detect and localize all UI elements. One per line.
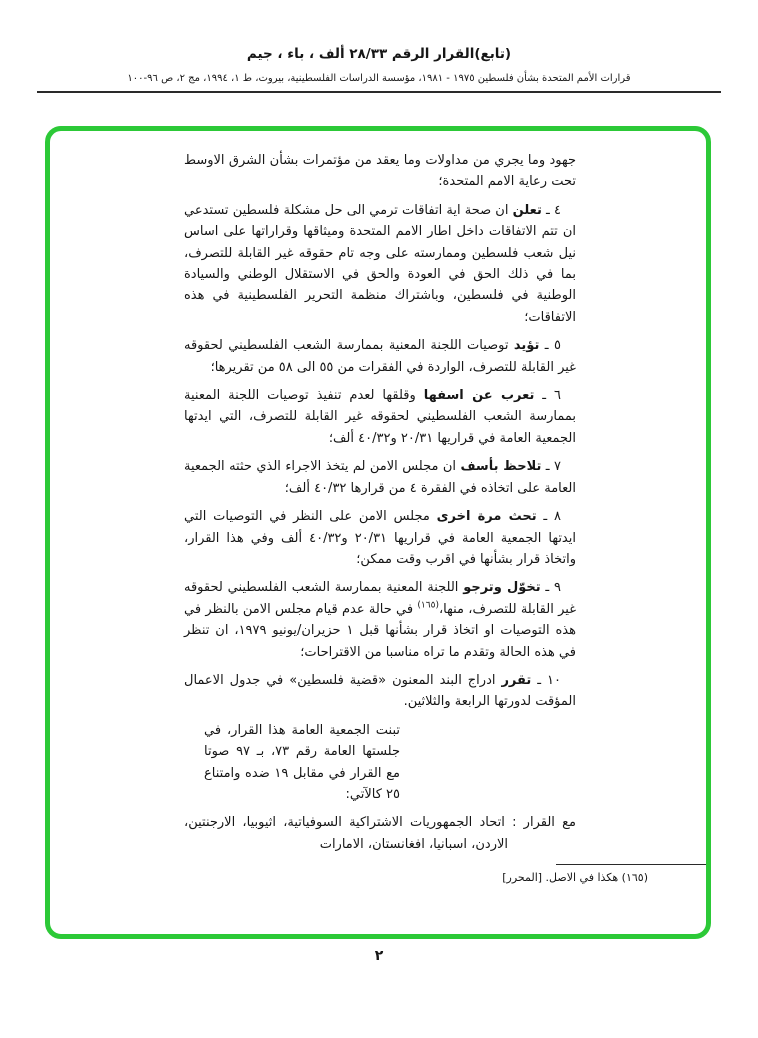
vote-record [184,812,576,855]
page-header [0,46,758,93]
footnote [480,864,706,884]
adoption-note [204,720,400,806]
clause-text: في حالة عدم قيام مجلس الامن بالنظر في هذه التوصيات او اتخاذ قرار بشأنها قبل ١ حزيران/يونيو ١٩٧٩، ان تنظر في هذه الحالة وتقدم ما تراه مناسبا من الاقتراحات؛ [184,601,576,660]
clause-number: ٩ ـ [545,580,561,596]
clause-lead: تحث مرة اخرى [436,509,537,525]
resolution-clause-10 [184,670,576,713]
resolution-clause-4 [184,200,576,328]
resolution-clause-6 [184,385,576,449]
continued-paragraph-text: جهود وما يجري من مداولات وما يعقد من مؤتمرات بشأن الشرق الاوسط تحت رعاية الامم المتحدة؛ [184,153,576,190]
clause-lead: تلاحظ بأسف [460,459,542,475]
clause-text: ان صحة اية اتفاقات ترمي الى حل مشكلة فلسطين تستدعي ان تتم الاتفاقات داخل اطار الامم المتحدة وميثاقها وقراراتها على اساس نيل شعب فلسطين وممارسته على وجه تام حقوقه غير القابلة للتصرف، بما في ذلك الحق في العودة والحق في الاستقلال الوطني والسيادة الوطنية في فلسطين، وباشتراك منظمة التحرير الفلسطينية في هذه الاتفاقات؛ [184,202,576,325]
footnote-marker: (١٦٥) [417,600,439,611]
clause-lead: تقرر [501,672,532,688]
clause-lead: تؤيد [513,338,540,354]
clause-number: ٦ ـ [542,388,561,404]
clause-text: ان مجلس الامن لم يتخذ الاجراء الذي حثته الجمعية العامة على اتخاذه في الفقرة ٤ من قرارها ٤٠/٣٢ ألف؛ [184,459,576,496]
page-number: ٢ [374,948,384,964]
vote-for-label: مع القرار : [512,815,576,831]
resolution-clause-5 [184,335,576,378]
clause-lead: تخوّل وترجو [463,580,541,596]
clause-text: مجلس الامن على النظر في التوصيات التي ايدتها الجمعية العامة في قراريها ٢٠/٣١ و٤٠/٣٢ ألف وفي هذا القرار، واتخاذ قرار بشأنها في اقرب وقت ممكن؛ [184,509,576,567]
resolution-text [184,150,576,855]
clause-text: وقلقها لعدم تنفيذ توصيات اللجنة المعنية بممارسة الشعب الفلسطيني لحقوقه غير القابلة للتصرف، التي ايدتها الجمعية العامة في قراريها ٢٠/٣١ و٤٠/٣٢ ألف؛ [184,388,576,446]
clause-number: ٨ ـ [543,509,561,525]
clause-text: ادراج البند المعنون «قضية فلسطين» في جدول الاعمال المؤقت لدورتها الرابعة والثلاثين. [184,672,576,710]
continued-paragraph [184,150,576,193]
resolution-clause-9 [184,577,576,663]
footnote-separator [556,864,706,865]
clause-number: ١٠ ـ [537,672,561,688]
adoption-note-text: تبنت الجمعية العامة هذا القرار، في جلستها العامة رقم ٧٣، بـ ٩٧ صوتا مع القرار في مقابل ١٩ ضده وامتناع ٢٥ كالآتي: [204,722,401,802]
vote-for-list: اتحاد الجمهوريات الاشتراكية السوفياتية، اثيوبيا، الارجنتين، الاردن، اسبانيا، افغانستان، الامارات [184,815,508,852]
resolution-clause-7 [184,456,576,499]
clause-number: ٥ ـ [544,338,561,354]
clause-number: ٧ ـ [545,459,561,475]
clause-lead: تعرب عن اسفها [423,388,535,404]
clause-text: توصيات اللجنة المعنية بممارسة الشعب الفلسطيني لحقوقه غير القابلة للتصرف، الواردة في الفقرات من ٥٥ الى ٥٨ من تقريرها؛ [184,338,576,375]
clause-text: اللجنة المعنية بممارسة الشعب الفلسطيني لحقوقه غير القابلة للتصرف، منها، [184,580,576,617]
clause-number: ٤ ـ [546,202,561,218]
header-rule [37,91,721,93]
document-title: (تابع)القرار الرقم ٢٨/٣٣ ألف ، باء ، جيم [246,46,512,62]
footnote-text: (١٦٥) هكذا في الاصل. [المحرر] [502,871,648,884]
clause-lead: تعلن [512,202,542,218]
resolution-clause-8 [184,506,576,570]
source-citation: قرارات الأمم المتحدة بشأن فلسطين ١٩٧٥ - ١٩٨١، مؤسسة الدراسات الفلسطينية، بيروت، ط ١، ١٩٩٤، مج ٢، ص ٩٦-١٠٠ [127,73,631,84]
